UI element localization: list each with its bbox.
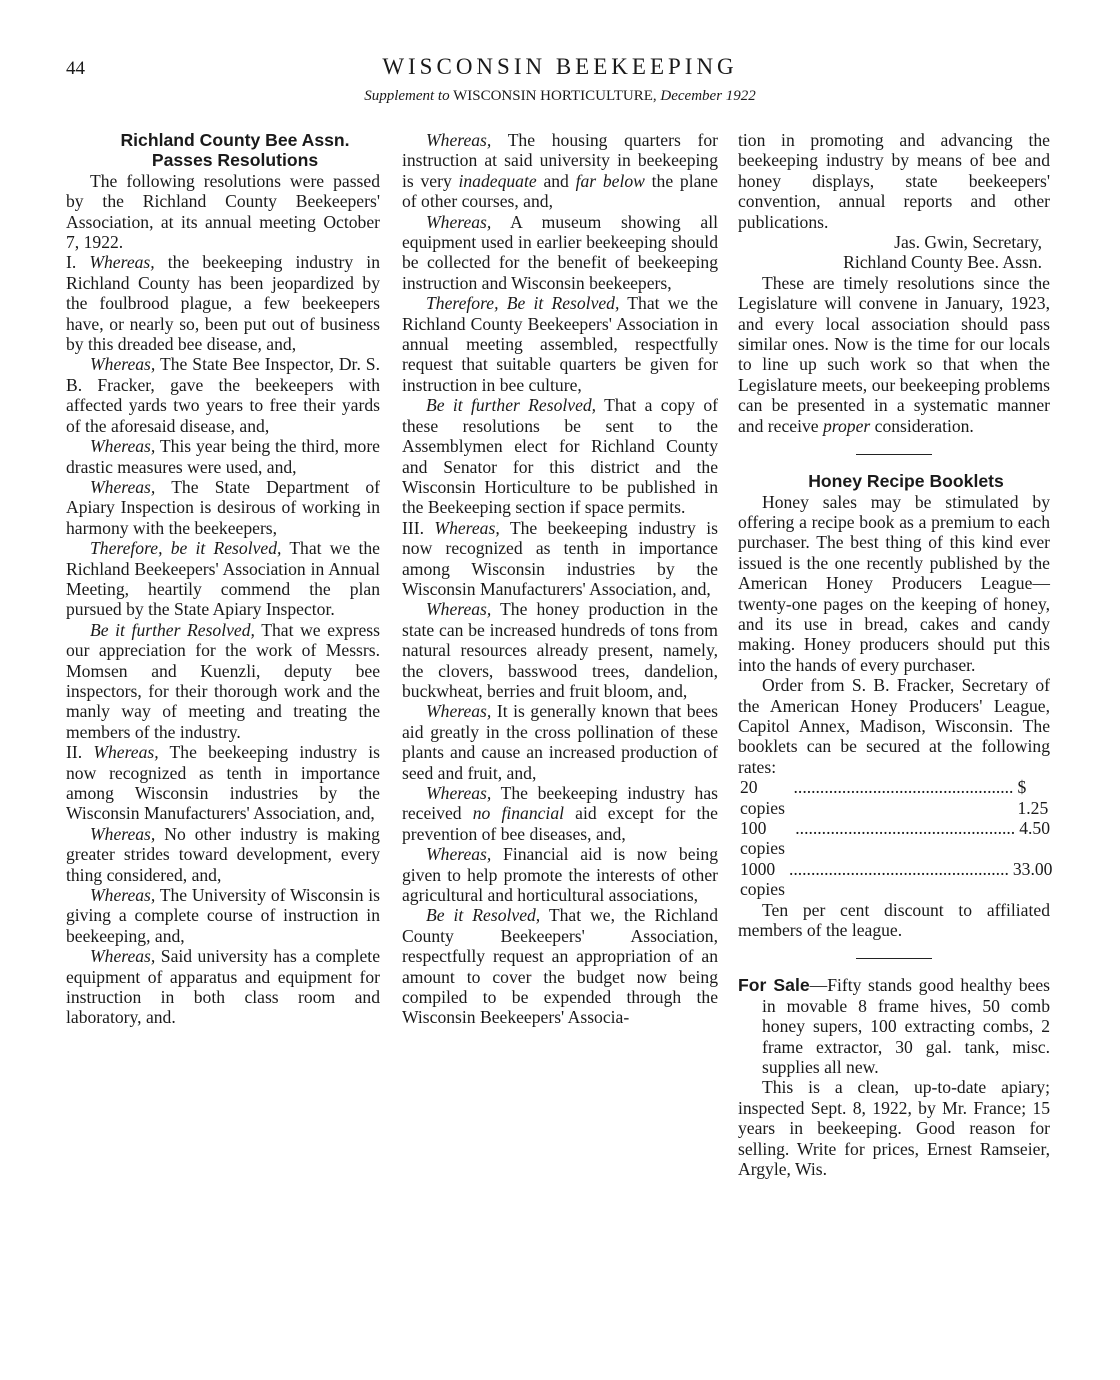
paragraph: Whereas, No other industry is making greater strides toward development, every thing considered, and, — [66, 823, 380, 885]
paragraph: Order from S. B. Fracker, Secretary of the American Honey Producers' League, Capitol Annex, Madison, Wisconsin. The booklets can be secured at the following rates: — [738, 675, 1050, 777]
subtitle-date: December 1922 — [660, 88, 756, 104]
price-row: 1000 copies .................................................. 33.00 — [740, 858, 1053, 900]
paragraph: Ten per cent discount to affiliated members of the league. — [738, 899, 1050, 941]
article-heading-line1: Richland County Bee Assn. — [120, 130, 350, 150]
paragraph: Whereas, The honey production in the state can be increased hundreds of tons from natural resources already present, namely, the clovers, basswood trees, dandelion, buckwheat, berries and fruit bloom, and, — [402, 599, 718, 701]
article-heading: Honey Recipe Booklets — [808, 471, 1004, 492]
page-number: 44 — [66, 58, 85, 79]
running-title: WISCONSIN BEEKEEPING — [382, 54, 738, 79]
paragraph: Whereas, The housing quarters for instruction at said university in beekeeping is very inadequate and far below the plane of other courses, and, — [402, 130, 718, 212]
paragraph: Whereas, The State Department of Apiary Inspection is desirous of working in harmony with the beekeepers, — [66, 476, 380, 538]
paragraph: Therefore, Be it Resolved, That we the Richland County Beekeepers' Association in annual meeting assembled, respectfully request that suitable quarters be given for instruction in bee culture, — [402, 293, 718, 395]
paragraph: III. Whereas, The beekeeping industry is now recognized as tenth in importance among Wisconsin industries by the Wisconsin Manufacturers' Association, and, — [402, 517, 718, 599]
price-row: 100 copies .................................................. 4.50 — [740, 818, 1050, 859]
paragraph: Whereas, This year being the third, more drastic measures were used, and, — [66, 436, 380, 477]
column-2 — [402, 130, 718, 1028]
subtitle-publication: WISCONSIN HORTICULTURE, — [453, 88, 657, 104]
paragraph: Whereas, It is generally known that bees aid greatly in the cross pollination of these plants and cause an increased production of seed and fruit, and, — [402, 701, 718, 783]
paragraph: This is a clean, up-to-date apiary; inspected Sept. 8, 1922, by Mr. France; 15 years in beekeeping. Good reason for selling. Write for prices, Ernest Ramseier, Argyle, Wis. — [738, 1077, 1050, 1180]
signature-name: Jas. Gwin, Secretary, — [894, 232, 1042, 253]
subtitle-supplement: Supplement to — [364, 88, 450, 104]
paragraph: Therefore, be it Resolved, That we the Richland Beekeepers' Association in Annual Meeting, heartily commend the plan pursued by the State Apiary Inspector. — [66, 538, 380, 620]
divider — [856, 454, 932, 455]
column-1 — [66, 130, 380, 1028]
paragraph: Whereas, The beekeeping industry has received no financial aid except for the prevention of bee diseases, and, — [402, 783, 718, 844]
column-3 — [738, 130, 1053, 1180]
signature-org: Richland County Bee. Assn. — [843, 252, 1042, 273]
price-row: 20 copies .................................................. $ 1.25 — [740, 777, 1049, 818]
paragraph: Be it further Resolved, That we express our appreciation for the work of Messrs. Momsen and Kuenzli, deputy bee inspectors, for their thorough work and the manly way of meeting and treating the members of the industry. — [66, 619, 380, 742]
paragraph: II. Whereas, The beekeeping industry is now recognized as tenth in importance among Wisconsin industries by the Wisconsin Manufacturers' Association, and, — [66, 742, 380, 824]
divider — [856, 958, 932, 959]
paragraph: tion in promoting and advancing the beekeeping industry by means of bee and honey displays, state beekeepers' convention, annual reports and other publications. — [738, 130, 1050, 232]
paragraph: Be it Resolved, That we, the Richland County Beekeepers' Association, respectfully request an appropriation of an amount to cover the budget now being compiled to be expended through the Wisconsin Beekeepers' Associa- — [402, 905, 718, 1028]
paragraph: Be it further Resolved, That a copy of these resolutions be sent to the Assemblymen elect for Richland County and Senator for this district and the Wisconsin Horticulture to be published in the Beekeeping section if space permits. — [402, 395, 718, 518]
subtitle — [0, 88, 1120, 105]
paragraph: Whereas, Financial aid is now being given to help promote the interests of other agricultural and horticultural associations, — [402, 844, 718, 906]
paragraph: Whereas, The State Bee Inspector, Dr. S. B. Fracker, gave the beekeepers with affected yards two years to free their yards of the aforesaid disease, and, — [66, 354, 380, 436]
price-list — [738, 777, 1053, 900]
paragraph: Whereas, A museum showing all equipment used in earlier beekeeping should be collected for the benefit of beekeeping instruction and Wisconsin beekeepers, — [402, 211, 719, 293]
paragraph: Whereas, The University of Wisconsin is giving a complete course of instruction in beekeeping, and, — [66, 885, 380, 946]
for-sale-ad: For Sale—Fifty stands good healthy bees in movable 8 frame hives, 50 comb honey supers, 100 extracting combs, 2 frame extractor, 30 gal. tank, misc. supplies all new. — [738, 975, 1051, 1078]
article-heading-line2: Passes Resolutions — [151, 150, 319, 171]
paragraph: Whereas, Said university has a complete equipment of apparatus and equipment for instruction in both class room and laboratory, and. — [66, 946, 381, 1028]
paragraph: These are timely resolutions since the Legislature will convene in January, 1923, and every local association should pass similar ones. Now is the time for our locals to line up such work so that when the Legislature meets, our beekeeping problems can be presented in a systematic manner and receive proper consideration. — [738, 272, 1050, 436]
paragraph: Honey sales may be stimulated by offering a recipe book as a premium to each purchaser. The best thing of this kind ever issued is the one recently published by the American Honey Producers League—twenty-one pages on the keeping of honey, and its use in bread, cakes and candy making. Honey producers should put this into the hands of every purchaser. — [738, 491, 1050, 675]
paragraph: I. Whereas, the beekeeping industry in Richland County has been jeopardized by the foulbrood plague, a few beekeepers have, or nearly so, been put out of business by this dreaded bee disease, and, — [66, 252, 380, 355]
paragraph: The following resolutions were passed by the Richland County Beekeepers' Association, at its annual meeting October 7, 1922. — [66, 170, 380, 253]
